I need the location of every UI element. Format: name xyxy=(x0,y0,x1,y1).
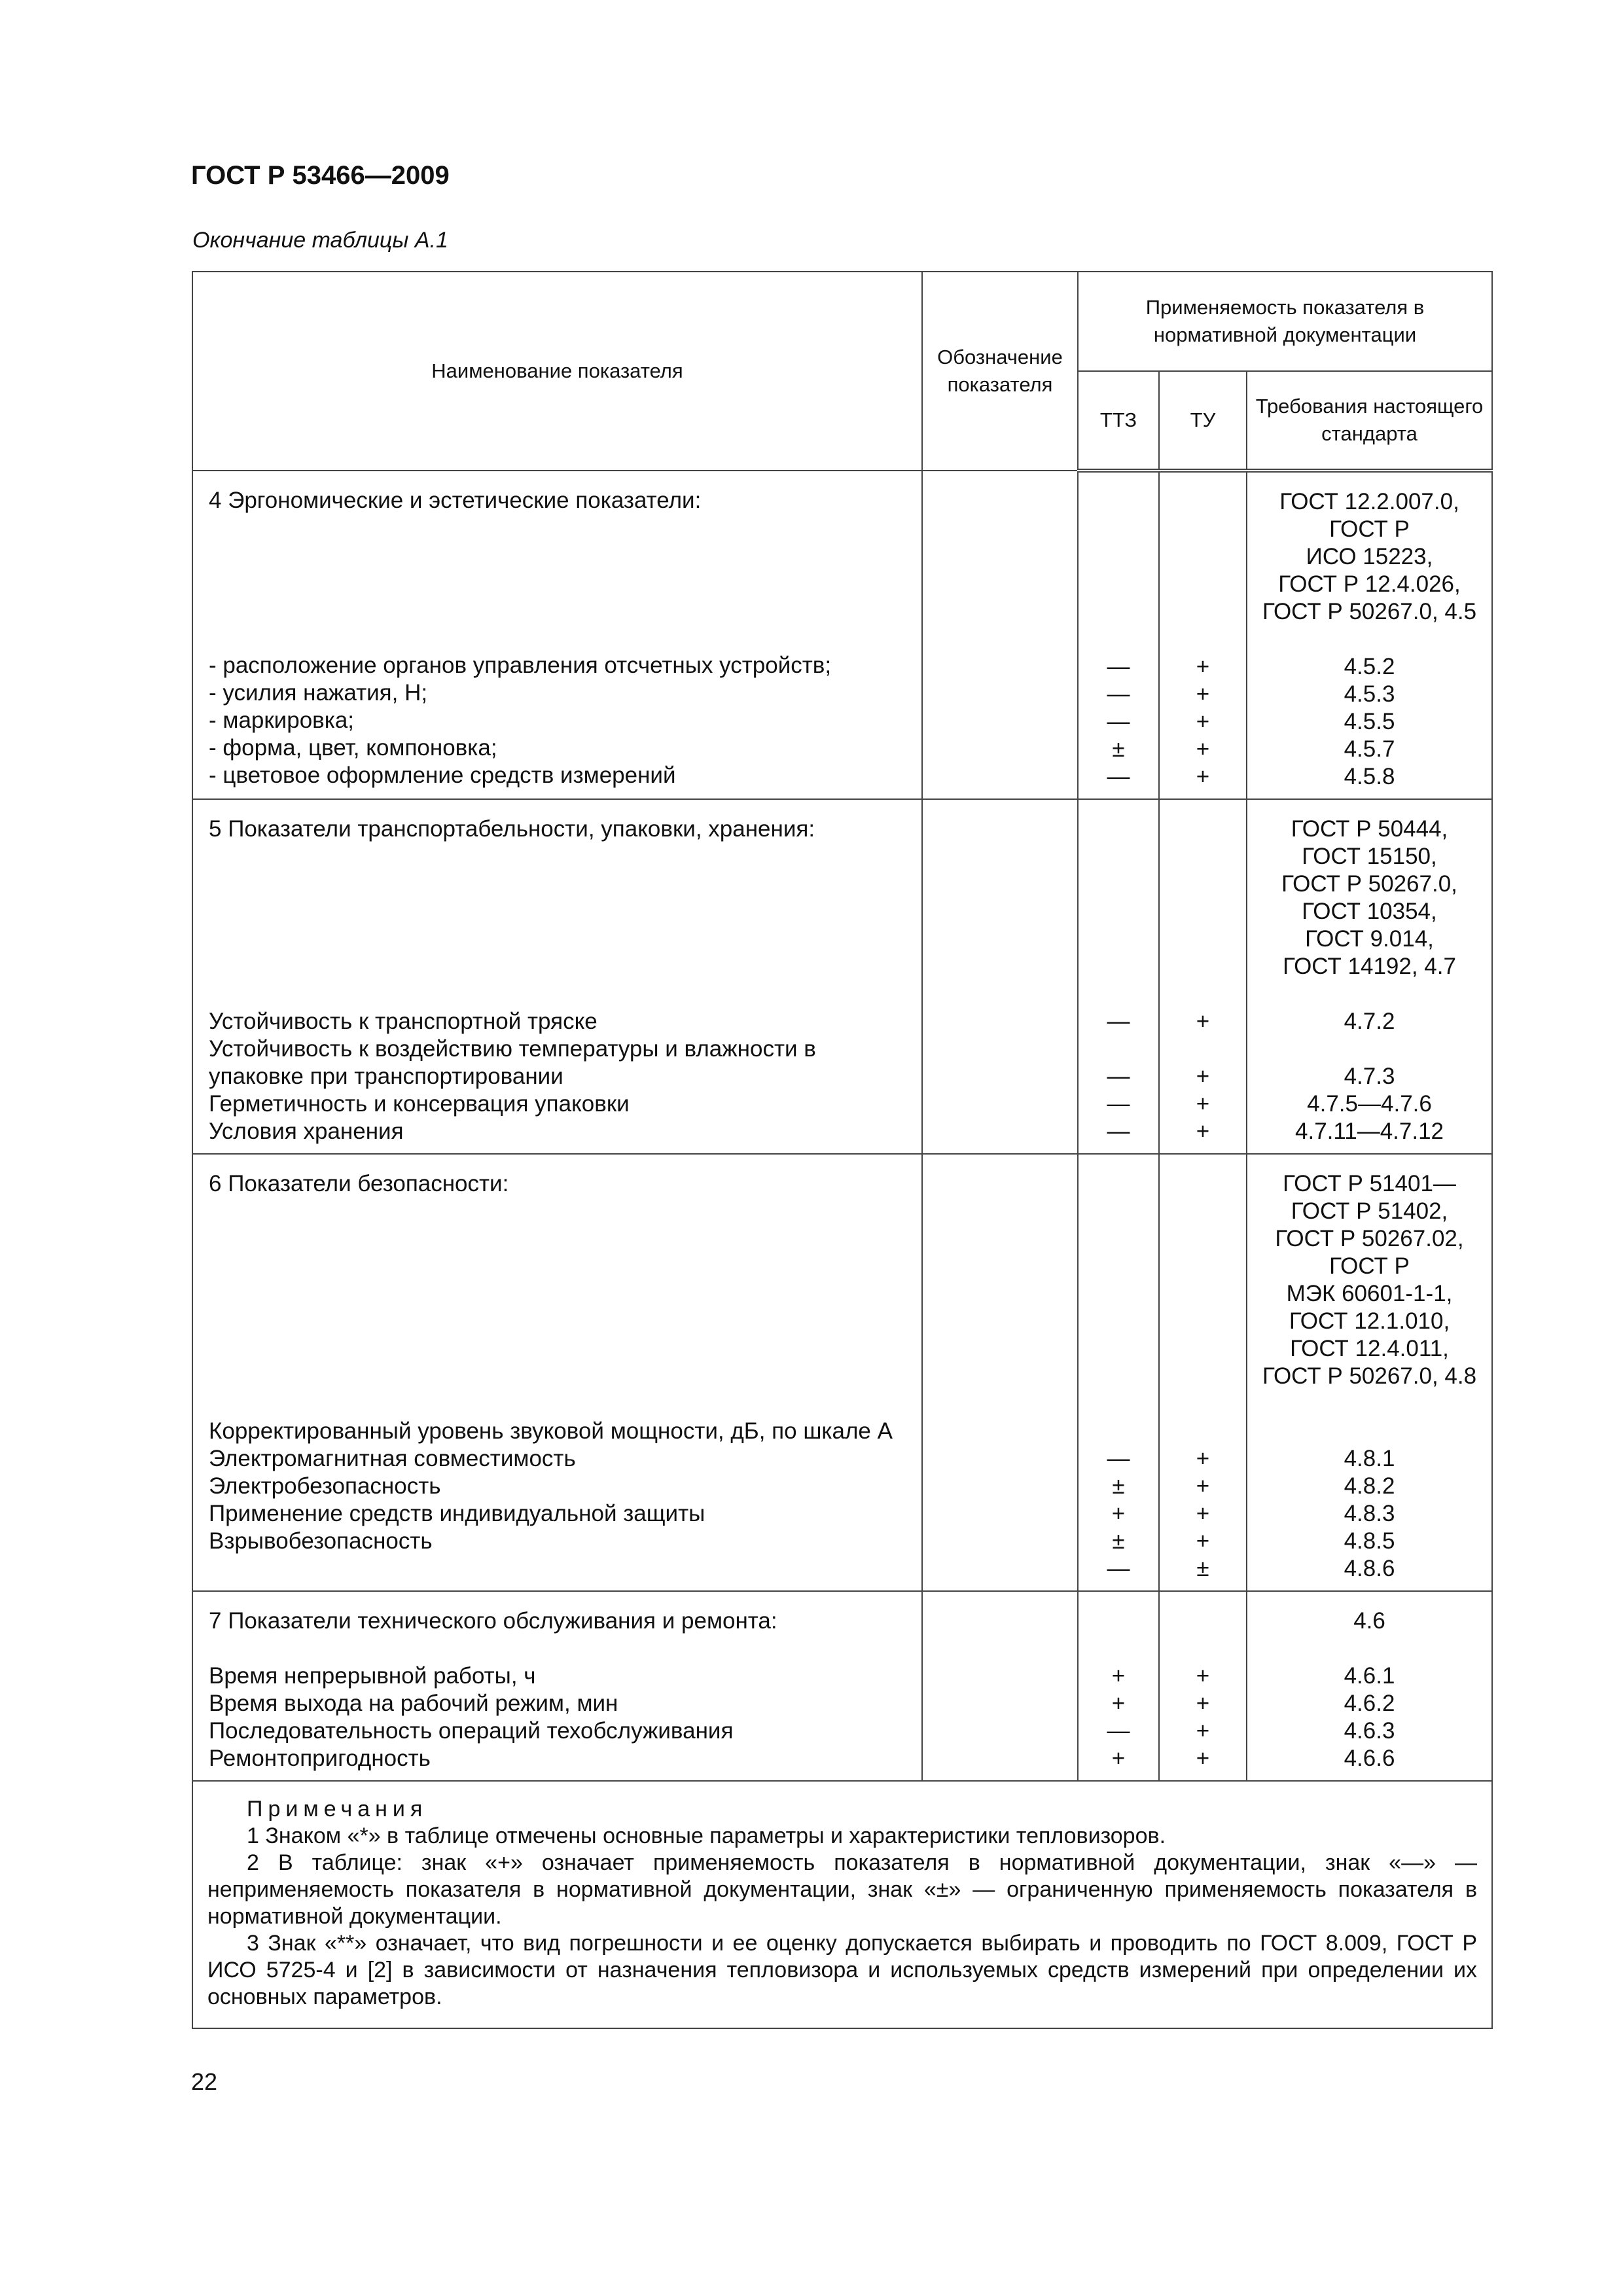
ttz-mark: ± xyxy=(1112,1528,1125,1554)
ttz-cell xyxy=(1078,1591,1159,1781)
requirements-cell xyxy=(1247,471,1492,799)
group-requirement: ГОСТ 14192, 4.7 xyxy=(1283,954,1456,979)
table-row xyxy=(192,471,1492,799)
notes-title: Примечания xyxy=(247,1797,428,1821)
ttz-mark: + xyxy=(1111,1663,1126,1689)
row-name-cell xyxy=(192,799,922,1154)
tu-mark: + xyxy=(1196,1064,1210,1089)
ttz-mark: — xyxy=(1107,654,1130,679)
list-item: Условия хранения xyxy=(209,1119,404,1144)
item-requirement: 4.5.8 xyxy=(1344,764,1395,789)
tu-mark: + xyxy=(1196,709,1210,734)
header-tu: ТУ xyxy=(1159,371,1247,471)
item-requirement: 4.5.3 xyxy=(1344,681,1395,707)
designation-cell xyxy=(922,1591,1078,1781)
tu-mark: + xyxy=(1196,1009,1210,1034)
list-item: Устойчивость к транспортной тряске xyxy=(209,1009,597,1034)
tu-mark: + xyxy=(1196,1119,1210,1144)
note-item: 1 Знаком «*» в таблице отмечены основные параметры и характеристики тепловизоров. xyxy=(247,1823,1166,1848)
table-caption: Окончание таблицы А.1 xyxy=(192,228,448,253)
ttz-mark: — xyxy=(1107,1009,1130,1034)
group-title: 6 Показатели безопасности: xyxy=(209,1171,509,1196)
tu-mark: + xyxy=(1196,1746,1210,1771)
page-number: 22 xyxy=(191,2068,218,2095)
ttz-mark: ± xyxy=(1112,1473,1125,1499)
group-requirement: ГОСТ Р 50267.02, xyxy=(1275,1226,1464,1251)
item-requirement: 4.8.1 xyxy=(1344,1446,1395,1471)
header-name: Наименование показателя xyxy=(192,272,922,471)
item-requirement: 4.6.3 xyxy=(1344,1718,1395,1744)
group-title: 5 Показатели транспортабельности, упаковки, хранения: xyxy=(209,816,815,842)
ttz-mark: + xyxy=(1111,1691,1126,1716)
group-requirement: ГОСТ 15150, xyxy=(1302,844,1437,869)
ttz-mark: — xyxy=(1107,1119,1130,1144)
group-requirement: ИСО 15223, xyxy=(1306,544,1433,569)
list-item: Электромагнитная совместимость xyxy=(209,1446,576,1471)
group-title: 4 Эргономические и эстетические показатели: xyxy=(209,488,702,513)
list-item: - маркировка; xyxy=(209,708,355,733)
requirements-cell xyxy=(1247,1154,1492,1591)
note-item: 2 В таблице: знак «+» означает применяемость показателя в нормативной документации, знак «—» — неприменяемость показателя в нормативной документации, знак «±» — ограниченную применяемость показателя в нормативной документации. xyxy=(207,1850,1478,1929)
requirements-cell xyxy=(1247,1591,1492,1781)
tu-mark: + xyxy=(1196,1663,1210,1689)
table-row xyxy=(192,1154,1492,1591)
notes-row xyxy=(192,1781,1492,2028)
row-name-cell xyxy=(192,1154,922,1591)
item-requirement: 4.8.2 xyxy=(1344,1473,1395,1499)
ttz-mark: — xyxy=(1107,1556,1130,1581)
group-requirement: ГОСТ 12.4.011, xyxy=(1290,1336,1449,1361)
item-requirement: 4.8.3 xyxy=(1344,1501,1395,1526)
document-title: ГОСТ Р 53466—2009 xyxy=(191,161,450,190)
tu-mark: + xyxy=(1196,681,1210,707)
item-requirement: 4.7.5—4.7.6 xyxy=(1307,1091,1432,1117)
item-requirement: 4.7.11—4.7.12 xyxy=(1295,1119,1444,1144)
tu-mark: + xyxy=(1196,736,1210,762)
tu-mark: + xyxy=(1196,1691,1210,1716)
item-requirement: 4.6.6 xyxy=(1344,1746,1395,1771)
list-item: - усилия нажатия, Н; xyxy=(209,680,428,706)
designation-cell xyxy=(922,1154,1078,1591)
ttz-mark: — xyxy=(1107,1718,1130,1744)
list-item: - цветовое оформление средств измерений xyxy=(209,762,676,788)
list-item: - расположение органов управления отсчетных устройств; xyxy=(209,653,832,678)
list-item: Корректированный уровень звуковой мощности, дБ, по шкале А xyxy=(209,1418,893,1444)
designation-cell xyxy=(922,471,1078,799)
list-item: Применение средств индивидуальной защиты xyxy=(209,1501,705,1526)
ttz-mark: — xyxy=(1107,1446,1130,1471)
tu-mark: + xyxy=(1196,764,1210,789)
row-name-cell xyxy=(192,1591,922,1781)
tu-cell xyxy=(1159,1591,1247,1781)
tu-mark: + xyxy=(1196,1501,1210,1526)
table-row xyxy=(192,1591,1492,1781)
group-title: 7 Показатели технического обслуживания и ремонта: xyxy=(209,1608,777,1634)
tu-mark: + xyxy=(1196,1091,1210,1117)
header-designation: Обозначение показателя xyxy=(922,272,1078,471)
list-item: - форма, цвет, компоновка; xyxy=(209,735,497,761)
header-requirements: Требования настоящего стандарта xyxy=(1247,371,1492,471)
tu-cell xyxy=(1159,799,1247,1154)
group-requirement: ГОСТ Р 51401— xyxy=(1283,1171,1456,1196)
list-item: Последовательность операций техобслуживания xyxy=(209,1718,734,1744)
list-item: Устойчивость к воздействию температуры и влажности в упаковке при транспортировании xyxy=(209,1036,816,1089)
group-requirement: ГОСТ Р 51402, xyxy=(1291,1198,1448,1224)
ttz-mark: ± xyxy=(1112,736,1125,762)
group-requirement: ГОСТ 12.1.010, xyxy=(1289,1308,1450,1334)
tu-mark: + xyxy=(1196,1446,1210,1471)
group-requirement: ГОСТ Р xyxy=(1329,1253,1410,1279)
group-requirement: ГОСТ Р 50267.0, xyxy=(1281,871,1457,897)
group-requirement: ГОСТ 9.014, xyxy=(1305,926,1434,952)
note-item: 3 Знак «**» означает, что вид погрешности и ее оценку допускается выбирать и проводить по ГОСТ 8.009, ГОСТ Р ИСО 5725-4 и [2] в зависимости от назначения тепловизора и используемых средств измерений при определении их основных параметров. xyxy=(207,1931,1478,2009)
ttz-mark: — xyxy=(1107,1091,1130,1117)
item-requirement: 4.6.1 xyxy=(1344,1663,1395,1689)
item-requirement: 4.6.2 xyxy=(1344,1691,1395,1716)
list-item: Взрывобезопасность xyxy=(209,1528,433,1554)
group-requirement: ГОСТ Р xyxy=(1329,516,1410,542)
tu-mark: ± xyxy=(1196,1556,1209,1581)
tu-mark: + xyxy=(1196,1718,1210,1744)
designation-cell xyxy=(922,799,1078,1154)
list-item: Электробезопасность xyxy=(209,1473,441,1499)
header-ttz: ТТЗ xyxy=(1078,371,1159,471)
group-requirement: 4.6 xyxy=(1353,1608,1385,1634)
notes-cell xyxy=(192,1781,1492,2028)
header-applicability: Применяемость показателя в нормативной документации xyxy=(1078,272,1492,371)
tu-mark: + xyxy=(1196,1473,1210,1499)
item-requirement: 4.7.3 xyxy=(1344,1064,1395,1089)
ttz-mark: — xyxy=(1107,764,1130,789)
tu-mark: + xyxy=(1196,1528,1210,1554)
item-requirement: 4.8.5 xyxy=(1344,1528,1395,1554)
ttz-mark: — xyxy=(1107,681,1130,707)
item-requirement: 4.7.2 xyxy=(1344,1009,1395,1034)
ttz-cell xyxy=(1078,1154,1159,1591)
ttz-mark: — xyxy=(1107,1064,1130,1089)
table-row xyxy=(192,799,1492,1154)
group-requirement: ГОСТ Р 50444, xyxy=(1291,816,1448,842)
item-requirement: 4.5.7 xyxy=(1344,736,1395,762)
row-name-cell xyxy=(192,471,922,799)
tu-cell xyxy=(1159,1154,1247,1591)
requirements-cell xyxy=(1247,799,1492,1154)
list-item: Время выхода на рабочий режим, мин xyxy=(209,1691,618,1716)
ttz-mark: + xyxy=(1111,1501,1126,1526)
indicators-table xyxy=(192,271,1493,2029)
ttz-mark: — xyxy=(1107,709,1130,734)
tu-mark: + xyxy=(1196,654,1210,679)
group-requirement: ГОСТ Р 12.4.026, xyxy=(1278,571,1461,597)
list-item: Время непрерывной работы, ч xyxy=(209,1663,536,1689)
tu-cell xyxy=(1159,471,1247,799)
group-requirement: ГОСТ Р 50267.0, 4.5 xyxy=(1262,599,1477,624)
group-requirement: ГОСТ Р 50267.0, 4.8 xyxy=(1262,1363,1477,1389)
item-requirement: 4.8.6 xyxy=(1344,1556,1395,1581)
ttz-cell xyxy=(1078,471,1159,799)
group-requirement: ГОСТ 10354, xyxy=(1302,899,1437,924)
list-item: Ремонтопригодность xyxy=(209,1746,431,1771)
ttz-cell xyxy=(1078,799,1159,1154)
item-requirement: 4.5.5 xyxy=(1344,709,1395,734)
item-requirement: 4.5.2 xyxy=(1344,654,1395,679)
group-requirement: МЭК 60601-1-1, xyxy=(1286,1281,1453,1306)
group-requirement: ГОСТ 12.2.007.0, xyxy=(1279,489,1459,514)
ttz-mark: + xyxy=(1111,1746,1126,1771)
list-item: Герметичность и консервация упаковки xyxy=(209,1091,630,1117)
